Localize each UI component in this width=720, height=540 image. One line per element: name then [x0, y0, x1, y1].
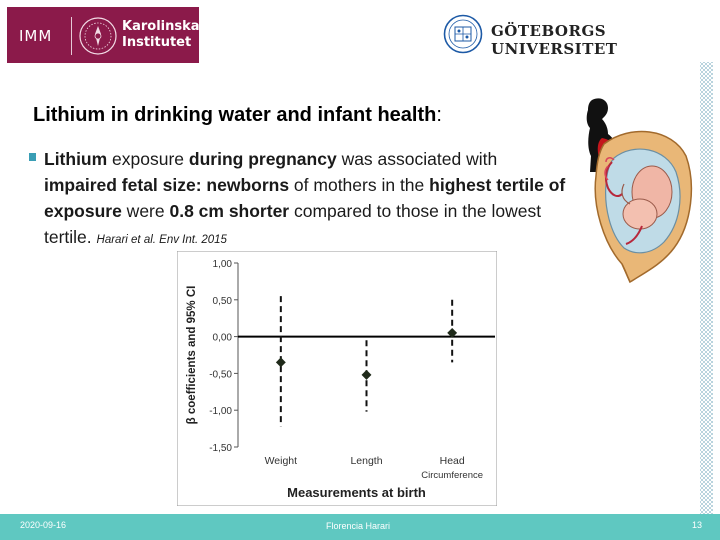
- beta-coefficients-chart: [177, 251, 497, 506]
- finding-bullet: [29, 146, 574, 253]
- bullet-run-8: 0.8 cm shorter: [169, 201, 290, 221]
- footer-author: Florencia Harari: [326, 521, 391, 531]
- y-tick-label: 1,00: [212, 259, 232, 270]
- bullet-run-2: during pregnancy: [188, 149, 337, 169]
- bullet-run-6: highest tertile of exposure: [44, 175, 566, 221]
- goteborg-university-name: GÖTEBORGS UNIVERSITET: [491, 22, 618, 58]
- y-tick-label: -1,00: [209, 406, 232, 418]
- bullet-run-4: impaired fetal size: newborns: [44, 175, 290, 195]
- x-category-label: Weight: [264, 455, 298, 467]
- bullet-run-9: compared to those in the lowest tertile.: [44, 201, 542, 247]
- x-category-label: Circumference: [421, 470, 484, 481]
- x-category-label: Head: [439, 455, 465, 467]
- imm-label: IMM: [19, 27, 53, 45]
- y-axis-title: β coefficients and 95% CI: [186, 285, 198, 425]
- karolinska-seal-icon: [78, 16, 118, 56]
- bullet-run-1: exposure: [107, 149, 189, 169]
- bullet-run-5: of mothers in the: [289, 175, 430, 195]
- bullet-run-0: Lithium: [44, 149, 108, 169]
- footer-bar: [0, 514, 720, 540]
- slide-title: [33, 104, 442, 127]
- bullet-text: [29, 146, 574, 253]
- goteborg-university-seal-icon: [443, 14, 483, 54]
- footer-date: 2020-09-16: [20, 520, 67, 530]
- bullet-marker: [29, 153, 36, 161]
- ki-imm-logo-banner: [7, 7, 199, 63]
- bullet-run-7: were: [121, 201, 170, 221]
- karolinska-name-line-2: Institutet: [122, 35, 192, 50]
- citation: Harari et al. Env Int. 2015: [96, 234, 227, 246]
- x-axis-title: Measurements at birth: [287, 485, 426, 500]
- y-tick-label: 0,00: [212, 332, 232, 344]
- y-tick-label: -0,50: [209, 369, 232, 381]
- bullet-run-3: was associated with: [336, 149, 498, 169]
- y-tick-label: 0,50: [212, 295, 232, 307]
- karolinska-name-line-1: Karolinska: [122, 19, 200, 34]
- bullet-body: [44, 149, 565, 247]
- decorative-dotted-strip: [700, 62, 713, 514]
- slide-number: 13: [692, 520, 703, 530]
- slide-title-text: Lithium in drinking water and infant health: [33, 104, 437, 126]
- logo-divider: [71, 17, 72, 55]
- x-category-label: Length: [350, 455, 383, 467]
- y-tick-label: -1,50: [209, 443, 232, 454]
- karolinska-name: [122, 19, 200, 51]
- slide-title-colon: :: [436, 104, 442, 126]
- fetus-in-womb-illustration: [578, 96, 700, 286]
